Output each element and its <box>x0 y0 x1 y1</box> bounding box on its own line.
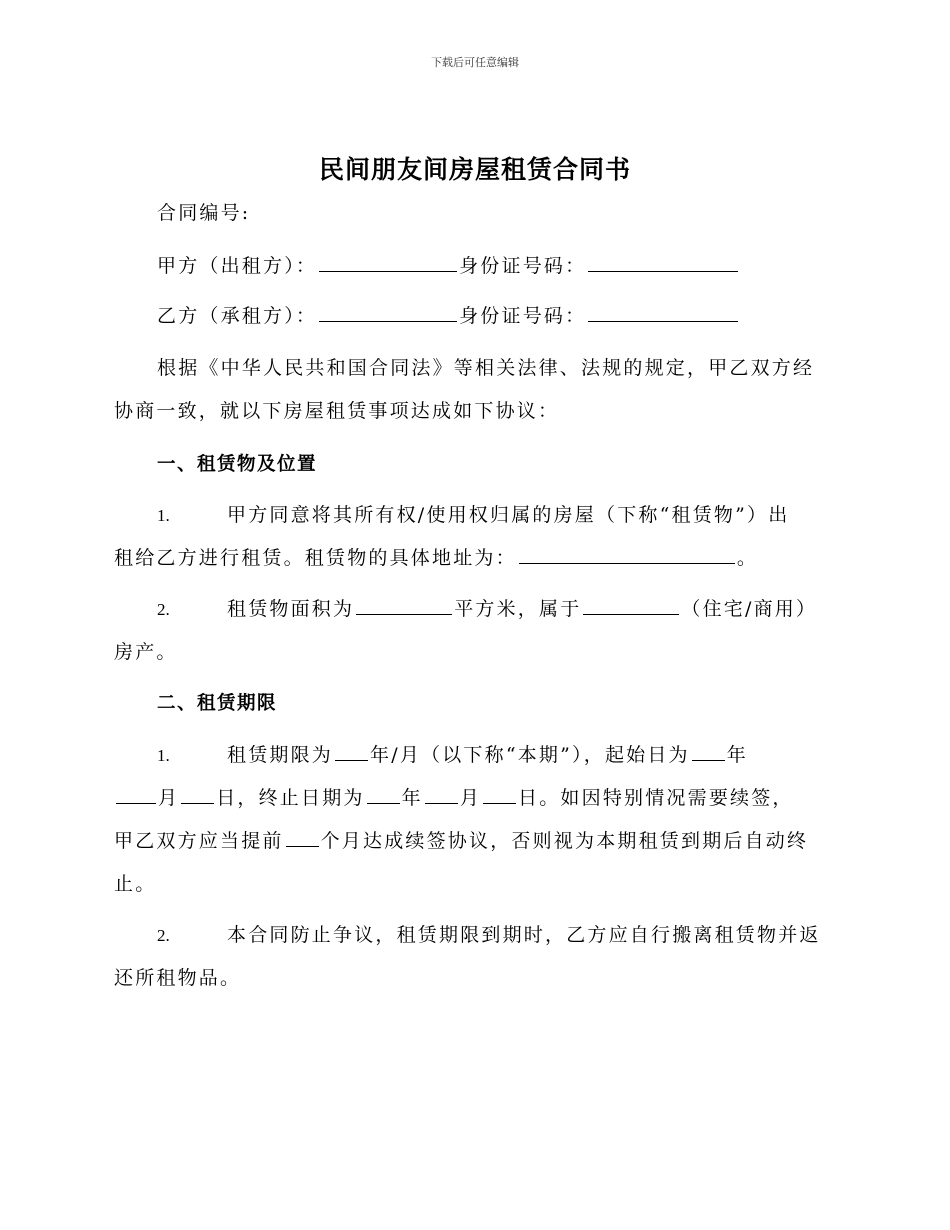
item-text: 。 <box>736 547 759 569</box>
intro-line-1: 根据《中华人民共和国合同法》等相关法律、法规的规定，甲乙双方经 <box>157 357 815 379</box>
item-text: 租赁期限为 <box>227 744 334 766</box>
party-b-id-label: 身份证号码： <box>459 305 587 327</box>
item-text: 年/月（以下称“本期”），起始日为 <box>370 744 690 766</box>
start-day-blank <box>181 786 214 804</box>
party-a-line <box>157 251 740 278</box>
section-1-item-2-line-1 <box>157 594 817 621</box>
item-number: 2. <box>157 926 170 945</box>
party-b-id-blank <box>588 304 738 322</box>
item-text: 年 <box>401 787 423 809</box>
end-month-blank <box>425 786 458 804</box>
party-b-name-blank <box>319 304 457 322</box>
header-note: 下载后可任意编辑 <box>431 56 519 69</box>
item-text: 租给乙方进行租赁。租赁物的具体地址为： <box>114 547 517 569</box>
section-1-item-1-line-1 <box>157 500 789 527</box>
section-1-item-2-line-2: 房产。 <box>114 641 178 663</box>
period-blank <box>335 743 368 761</box>
start-year-blank <box>692 743 725 761</box>
item-number: 2. <box>157 600 170 619</box>
item-text: 年 <box>726 744 748 766</box>
section-2-heading: 二、租赁期限 <box>157 693 278 714</box>
start-month-blank <box>116 786 156 804</box>
address-blank <box>519 546 735 564</box>
item-text: 日，终止日期为 <box>216 787 365 809</box>
party-a-id-label: 身份证号码： <box>459 255 587 277</box>
document-title: 民间朋友间房屋租赁合同书 <box>318 155 631 184</box>
intro-line-2: 协商一致，就以下房屋租赁事项达成如下协议： <box>114 400 560 422</box>
item-number: 1. <box>157 746 170 765</box>
section-2-item-2-line-1 <box>157 920 821 947</box>
party-b-label: 乙方（承租方）： <box>157 305 318 327</box>
item-text: 租赁物面积为 <box>227 598 355 620</box>
item-text: 本合同防止争议，租赁期限到期时，乙方应自行搬离租赁物并返 <box>227 924 821 946</box>
end-day-blank <box>483 786 516 804</box>
item-text: （住宅/商用） <box>681 598 818 620</box>
party-b-line <box>157 301 740 328</box>
section-2-item-1-line-4: 止。 <box>114 873 157 895</box>
item-number: 1. <box>157 506 170 525</box>
section-2-item-1-line-3 <box>114 826 808 853</box>
area-blank <box>356 597 452 615</box>
section-1-item-1-line-2 <box>114 543 758 570</box>
party-a-name-blank <box>319 254 457 272</box>
party-a-label: 甲方（出租方）： <box>157 255 318 277</box>
item-text: 月 <box>459 787 482 809</box>
contract-number-label: 合同编号: <box>157 202 251 224</box>
section-2-item-1-line-2 <box>114 783 794 810</box>
item-text: 日。如因特别情况需要续签， <box>518 787 794 809</box>
end-year-blank <box>367 786 400 804</box>
section-2-item-1-line-1 <box>157 740 748 767</box>
section-2-item-2-line-2: 还所租物品。 <box>114 967 242 989</box>
renewal-months-blank <box>286 829 319 847</box>
item-text: 甲乙双方应当提前 <box>114 830 284 852</box>
party-a-id-blank <box>588 254 738 272</box>
item-text: 个月达成续签协议，否则视为本期租赁到期后自动终 <box>320 830 809 852</box>
type-blank <box>583 597 679 615</box>
item-text: 甲方同意将其所有权/使用权归属的房屋（下称“租赁物”）出 <box>227 504 790 526</box>
item-text: 平方米，属于 <box>454 598 582 620</box>
section-1-heading: 一、租赁物及位置 <box>157 454 318 475</box>
item-text: 月 <box>158 787 180 809</box>
